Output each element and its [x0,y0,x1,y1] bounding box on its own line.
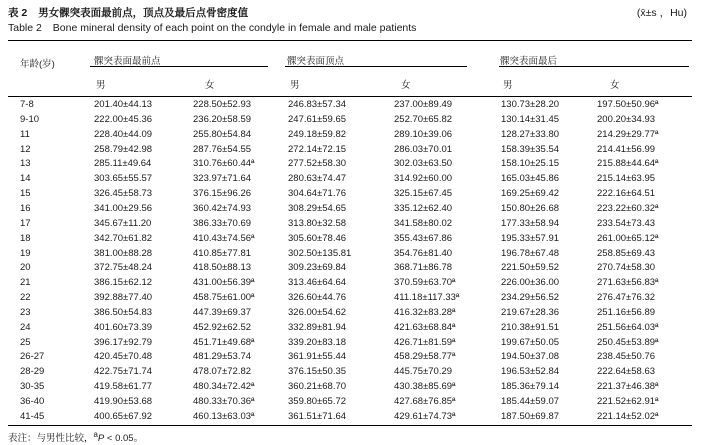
cell-male-posterior: 130.73±28.20 [501,99,560,110]
cell-female-posterior: 238.45±50.76 [597,351,656,363]
cell-female-anterior: 460.13±63.03ª [193,410,255,422]
cell-female-posterior: 197.50±50.96ª [597,99,659,110]
cell-female-posterior: 221.14±52.02ª [597,410,659,422]
cell-male-anterior: 419.90±53.68 [94,396,153,407]
cell-male-anterior: 386.50±54.83 [94,306,153,318]
cell-female-posterior: 200.20±34.93 [597,113,656,125]
table-row [0,337,701,352]
cell-male-posterior: 150.80±26.68 [501,202,560,214]
cell-female-top: 421.63±68.84ª [394,321,456,333]
cell-male-top: 361.91±55.44 [288,351,347,363]
row-age: 24 [20,321,31,333]
cell-female-posterior: 270.74±58.30 [597,262,656,274]
table-row [0,322,701,337]
cell-female-anterior: 447.39±69.37 [193,306,252,318]
cell-male-posterior: 187.50±69.87 [501,410,560,422]
header-age: 年龄(岁) [20,59,55,70]
cell-female-top: 445.75±70.29 [394,366,453,378]
cell-female-top: 335.12±62.40 [394,202,453,214]
row-age: 18 [20,232,31,244]
table-row [0,396,701,411]
cell-female-top: 355.43±67.86 [394,232,453,244]
cell-female-anterior: 376.15±96.26 [193,188,252,200]
cell-male-posterior: 226.00±36.00 [501,277,560,289]
cell-male-posterior: 234.29±56.52 [501,292,560,304]
table-row [0,203,701,218]
cell-female-anterior: 480.33±70.36ª [193,396,255,407]
footnote-suffix: < 0.05。 [104,433,144,445]
cell-female-anterior: 287.76±54.55 [193,143,252,155]
table-row [0,114,701,129]
row-age: 30-35 [20,381,45,393]
cell-female-anterior: 478.07±72.82 [193,366,252,378]
cell-male-top: 302.50±135.81 [288,247,352,259]
row-age: 41-45 [20,410,45,422]
cell-female-posterior: 221.37±46.38ª [597,381,659,393]
cell-female-posterior: 276.47±76.32 [597,292,656,304]
table-footnote [8,430,143,444]
cell-male-anterior: 201.40±44.13 [94,99,153,110]
cell-male-posterior: 185.44±59.07 [501,396,560,407]
cell-male-top: 339.20±83.18 [288,336,347,348]
cell-male-top: 313.80±32.58 [288,217,347,229]
cell-female-anterior: 255.80±54.84 [193,128,252,140]
table-row [0,158,701,173]
cell-female-top: 429.61±74.73ª [394,410,456,422]
header-female-anterior: 女 [205,80,215,91]
cell-female-posterior: 251.56±64.03ª [597,321,659,333]
cell-male-anterior: 326.45±58.73 [94,188,153,200]
cell-male-top: 249.18±59.82 [288,128,347,140]
table-row [0,307,701,322]
cell-male-anterior: 341.00±29.56 [94,202,153,214]
header-group-posterior: 髁突表面最后 [500,56,558,67]
cell-female-top: 325.15±67.45 [394,188,453,200]
cell-male-posterior: 210.38±91.51 [501,321,560,333]
cell-female-posterior: 271.63±56.83ª [597,277,659,289]
row-age: 20 [20,262,31,274]
cell-male-top: 309.23±69.84 [288,262,347,274]
cell-male-top: 332.89±81.94 [288,321,347,333]
cell-male-posterior: 130.14±31.45 [501,113,560,125]
cell-female-top: 370.59±63.70ª [394,277,456,289]
table-row [0,381,701,396]
cell-female-top: 302.03±63.50 [394,158,453,170]
cell-male-posterior: 165.03±45.86 [501,173,560,185]
cell-female-anterior: 310.76±60.44ª [193,158,255,170]
cell-male-anterior: 401.60±73.39 [94,321,153,333]
header-female-posterior: 女 [610,80,620,91]
cell-female-top: 411.18±117.33ª [394,292,460,304]
table-row [0,188,701,203]
cell-male-posterior: 158.39±35.54 [501,143,560,155]
cell-male-top: 305.60±78.46 [288,232,347,244]
row-age: 9-10 [20,113,40,125]
units-label: (x̄±s ，Hu) [636,7,687,19]
cell-male-posterior: 195.33±57.91 [501,232,560,244]
row-age: 15 [20,188,31,200]
cell-female-posterior: 250.45±53.89ª [597,336,659,348]
cell-male-anterior: 392.88±77.40 [94,292,153,304]
cell-female-top: 458.29±58.77ª [394,351,456,363]
cell-male-anterior: 345.67±11.20 [94,217,152,229]
cell-female-posterior: 223.22±60.32ª [597,202,659,214]
table-row [0,262,701,277]
cell-female-posterior: 221.52±62.91ª [597,396,659,407]
header-male-posterior: 男 [503,80,513,91]
cell-male-posterior: 196.78±67.48 [501,247,560,259]
cell-male-posterior: 219.67±28.36 [501,306,560,318]
row-age: 36-40 [20,396,45,407]
cell-female-anterior: 360.42±74.93 [193,202,252,214]
header-group-anterior: 髁突表面最前点 [94,56,161,67]
cell-female-top: 237.00±89.49 [394,99,453,110]
header-female-top: 女 [401,80,411,91]
cell-female-posterior: 222.64±58.63 [597,366,656,378]
cell-female-anterior: 410.85±77.81 [193,247,252,259]
cell-male-top: 272.14±72.15 [288,143,347,155]
row-age: 23 [20,306,31,318]
row-age: 13 [20,158,31,170]
cell-female-posterior: 251.16±56.89 [597,306,656,318]
row-age: 25 [20,336,31,348]
cell-male-anterior: 419.58±61.77 [94,381,153,393]
table-row [0,411,701,426]
cell-female-posterior: 222.16±64.51 [597,188,656,200]
header-male-anterior: 男 [96,80,106,91]
cell-female-top: 289.10±39.06 [394,128,453,140]
cell-male-anterior: 372.75±48.24 [94,262,153,274]
cell-female-top: 314.92±60.00 [394,173,453,185]
cell-male-posterior: 177.33±58.94 [501,217,560,229]
cell-female-anterior: 323.97±71.64 [193,173,252,185]
header-group-top: 髁突表面顶点 [287,56,345,67]
table-row [0,129,701,144]
cell-male-posterior: 221.50±59.52 [501,262,560,274]
table-row [0,277,701,292]
cell-male-top: 361.51±71.64 [288,410,347,422]
cell-female-posterior: 214.41±56.99 [597,143,656,155]
footnote-marker: a [93,430,98,439]
cell-male-posterior: 128.27±33.80 [501,128,560,140]
table-row [0,233,701,248]
row-age: 21 [20,277,31,289]
table-title-en: Bone mineral density of each point on the condyle in female and male patients [52,22,417,34]
cell-female-posterior: 215.14±63.95 [597,173,656,185]
table-row [0,292,701,307]
cell-male-posterior: 185.36±79.14 [501,381,560,393]
table-number-cn: 表 2 [8,7,28,19]
cell-male-anterior: 386.15±62.12 [94,277,153,289]
cell-male-anterior: 381.00±88.28 [94,247,153,259]
cell-female-anterior: 418.50±88.13 [193,262,252,274]
cell-male-top: 280.63±74.47 [288,173,347,185]
table-row [0,173,701,188]
cell-male-top: 277.52±58.30 [288,158,347,170]
footnote-prefix: 表注：与男性比较， [8,433,94,445]
row-age: 12 [20,143,31,155]
cell-female-anterior: 431.00±56.39ª [193,277,255,289]
cell-female-posterior: 233.54±73.43 [597,217,656,229]
cell-female-anterior: 451.71±49.68ª [193,336,255,348]
cell-female-top: 426.71±81.59ª [394,336,456,348]
cell-male-posterior: 158.10±25.15 [501,158,560,170]
cell-female-top: 368.71±86.78 [394,262,453,274]
cell-female-top: 341.58±80.02 [394,217,453,229]
cell-male-top: 247.61±59.65 [288,113,347,125]
cell-male-anterior: 422.75±71.74 [94,366,153,378]
cell-male-anterior: 258.79±42.98 [94,143,153,155]
row-age: 16 [20,202,31,214]
table-row [0,248,701,263]
row-age: 22 [20,292,31,304]
table-row [0,366,701,381]
cell-male-posterior: 199.67±50.05 [501,336,560,348]
cell-female-anterior: 228.50±52.93 [193,99,252,110]
cell-female-top: 252.70±65.82 [394,113,453,125]
cell-male-anterior: 222.00±45.36 [94,113,153,125]
cell-female-top: 416.32±83.28ª [394,306,456,318]
row-age: 26-27 [20,351,45,363]
cell-male-top: 308.29±54.65 [288,202,347,214]
table-row [0,218,701,233]
footnote-stat: P [97,433,105,445]
top-rule [8,40,692,41]
cell-male-top: 246.83±57.34 [288,99,347,110]
cell-male-posterior: 196.53±52.84 [501,366,560,378]
table-caption-cn [8,5,248,20]
cell-female-posterior: 215.88±44.64ª [597,158,659,170]
cell-male-top: 326.60±44.76 [288,292,347,304]
cell-female-anterior: 458.75±61.00ª [193,292,255,304]
cell-female-anterior: 236.20±58.59 [193,113,252,125]
row-age: 7-8 [20,99,34,110]
table-caption-en [8,22,416,34]
row-age: 17 [20,217,31,229]
cell-female-top: 286.03±70.01 [394,143,453,155]
cell-male-top: 359.80±65.72 [288,396,347,407]
cell-female-posterior: 214.29±29.77ª [597,128,659,140]
cell-female-anterior: 410.43±74.56ª [193,232,255,244]
cell-female-anterior: 481.29±53.74 [193,351,252,363]
cell-male-top: 304.64±71.76 [288,188,347,200]
cell-female-top: 427.68±76.85ª [394,396,456,407]
cell-male-anterior: 285.11±49.64 [94,158,152,170]
row-age: 11 [20,128,30,140]
row-age: 28-29 [20,366,45,378]
cell-female-top: 354.76±81.40 [394,247,453,259]
header-male-top: 男 [290,80,300,91]
cell-male-posterior: 169.25±69.42 [501,188,560,200]
cell-female-anterior: 386.33±70.69 [193,217,252,229]
cell-male-top: 313.46±64.64 [288,277,347,289]
cell-male-anterior: 420.45±70.48 [94,351,153,363]
table-row [0,144,701,159]
cell-male-anterior: 396.17±92.79 [94,336,153,348]
cell-female-posterior: 261.00±65.12ª [597,232,659,244]
cell-male-anterior: 400.65±67.92 [94,410,153,422]
table-row [0,99,701,114]
cell-male-top: 360.21±68.70 [288,381,347,393]
cell-male-anterior: 228.40±44.09 [94,128,153,140]
cell-female-posterior: 258.85±69.43 [597,247,656,259]
cell-male-anterior: 342.70±61.82 [94,232,153,244]
table-number-en: Table 2 [8,22,42,34]
table-title-cn: 男女髁突表面最前点，顶点及最后点骨密度值 [38,7,249,19]
cell-female-anterior: 452.92±62.52 [193,321,252,333]
cell-male-top: 326.00±54.62 [288,306,347,318]
cell-female-anterior: 480.34±72.42ª [193,381,255,393]
cell-male-posterior: 194.50±37.08 [501,351,560,363]
cell-female-top: 430.38±85.69ª [394,381,456,393]
header-rule [8,96,692,97]
row-age: 19 [20,247,31,259]
cell-male-top: 376.15±50.35 [288,366,347,378]
row-age: 14 [20,173,31,185]
cell-male-anterior: 303.65±55.57 [94,173,153,185]
table-row [0,351,701,366]
